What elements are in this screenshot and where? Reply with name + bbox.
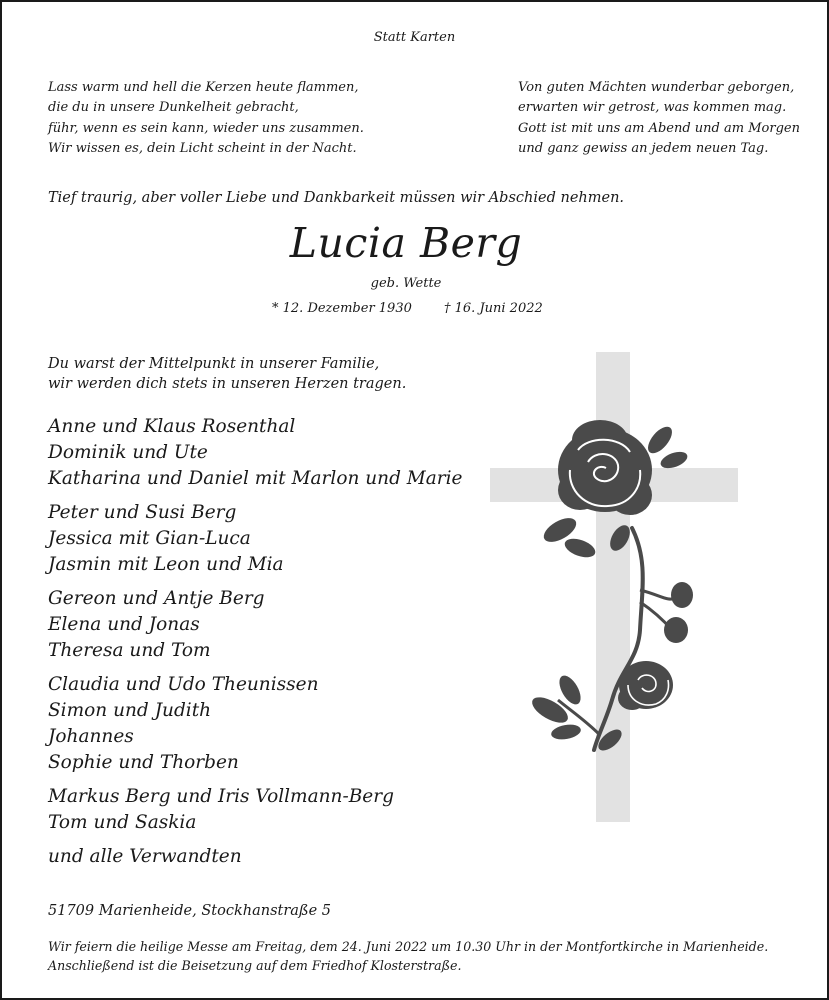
family-group xyxy=(48,672,478,776)
family-line: Simon und Judith xyxy=(48,700,212,721)
rose-buds xyxy=(664,582,693,643)
family-line: Theresa und Tom xyxy=(48,640,211,661)
poem-line: Von guten Mächten wunderbar geborgen, xyxy=(518,80,795,95)
poem-right xyxy=(518,78,800,159)
memorial-quote xyxy=(48,355,406,394)
poem-line: Wir wissen es, dein Licht scheint in der Nacht. xyxy=(48,140,357,156)
family-line: Claudia und Udo Theunissen xyxy=(48,674,319,695)
family-line: Elena und Jonas xyxy=(48,614,200,635)
header-label: Statt Karten xyxy=(373,30,456,45)
bud-stem xyxy=(640,590,676,599)
poem-line: führ, wenn es sein kann, wieder uns zusammen. xyxy=(48,120,364,136)
death-date: † 16. Juni 2022 xyxy=(444,301,543,316)
poem-left xyxy=(48,78,364,159)
poem-line: die du in unsere Dunkelheit gebracht, xyxy=(48,100,299,116)
address: 51709 Marienheide, Stockhanstraße 5 xyxy=(48,903,332,919)
family-line: Markus Berg und Iris Vollmann-Berg xyxy=(48,786,394,807)
family-line: und alle Verwandten xyxy=(48,846,242,867)
family-line: Jessica mit Gian-Luca xyxy=(48,528,251,549)
family-line: Tom und Saskia xyxy=(48,812,197,833)
poem-line: Lass warm und hell die Kerzen heute flammen, xyxy=(48,80,359,95)
quote-line: Du warst der Mittelpunkt in unserer Familie, xyxy=(48,356,380,372)
family-line: Katharina und Daniel mit Marlon und Marie xyxy=(48,468,463,489)
poem-line: und ganz gewiss an jedem neuen Tag. xyxy=(518,140,769,156)
family-group xyxy=(48,784,478,836)
birth-date: * 12. Dezember 1930 xyxy=(272,301,412,316)
family-group xyxy=(48,414,478,492)
poem-line: Gott ist mit uns am Abend und am Morgen xyxy=(518,120,800,136)
maiden-name: geb. Wette xyxy=(370,276,442,291)
intro-text: Tief traurig, aber voller Liebe und Dankbarkeit müssen wir Abschied nehmen. xyxy=(48,190,625,206)
deceased-name: Lucia Berg xyxy=(289,219,523,267)
family-line: Jasmin mit Leon und Mia xyxy=(48,554,284,575)
family-line: Dominik und Ute xyxy=(48,442,208,463)
family-group xyxy=(48,500,478,578)
family-group xyxy=(48,586,478,664)
service-info xyxy=(48,938,768,975)
family-line: Gereon und Antje Berg xyxy=(48,588,265,609)
cross-with-roses-illustration xyxy=(470,340,760,830)
poem-line: erwarten wir getrost, was kommen mag. xyxy=(518,100,787,116)
family-line: Johannes xyxy=(48,726,134,747)
family-line: Peter und Susi Berg xyxy=(48,502,237,523)
service-line: Anschließend ist die Beisetzung auf dem Friedhof Klosterstraße. xyxy=(48,957,462,973)
quote-line: wir werden dich stets in unseren Herzen tragen. xyxy=(48,375,407,392)
family-line: Sophie und Thorben xyxy=(48,752,239,773)
service-line: Wir feiern die heilige Messe am Freitag, dem 24. Juni 2022 um 10.30 Uhr in der Montfortkirche in Marienheide. xyxy=(48,939,769,954)
family-list xyxy=(48,414,478,878)
family-line: Anne und Klaus Rosenthal xyxy=(48,416,296,437)
family-group xyxy=(48,844,478,870)
